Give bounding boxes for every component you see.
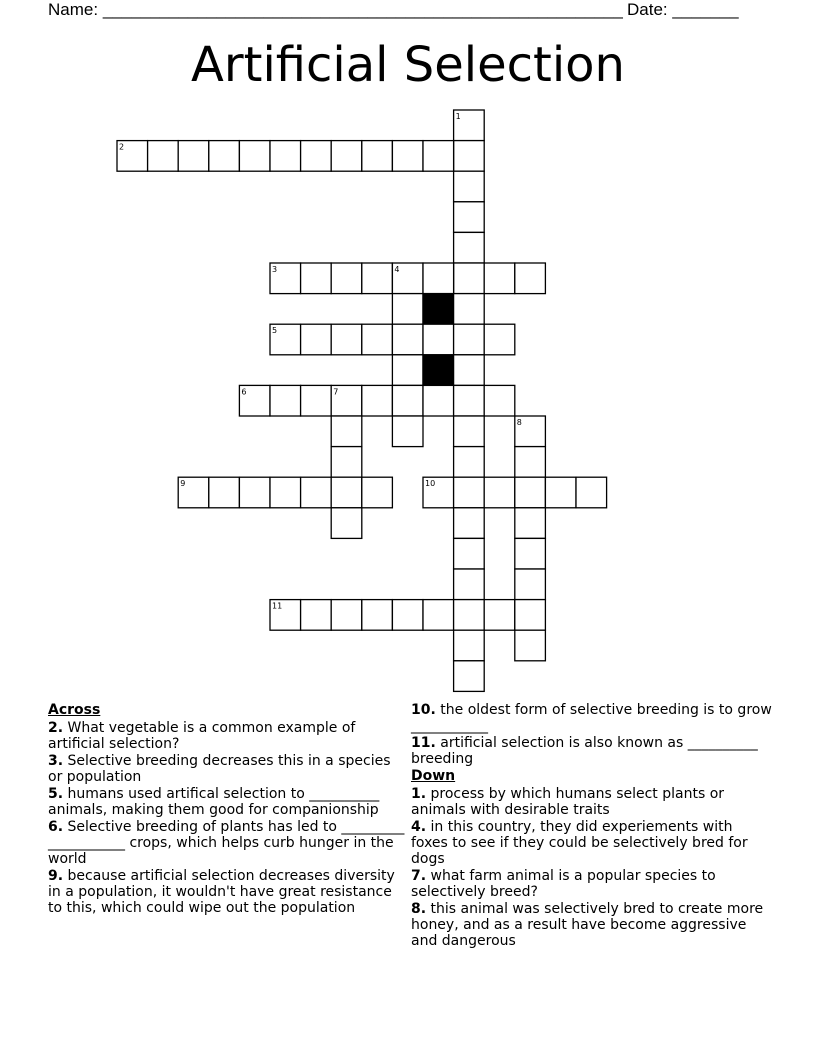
- grid-cell[interactable]: [454, 141, 485, 172]
- grid-cell[interactable]: [515, 263, 546, 294]
- page-title: Artificial Selection: [191, 37, 625, 93]
- grid-cell[interactable]: [454, 416, 485, 447]
- clues-right-column: [411, 702, 773, 950]
- grid-cell[interactable]: [454, 202, 485, 233]
- grid-cell[interactable]: [454, 171, 485, 202]
- date-line[interactable]: _______: [672, 0, 739, 19]
- grid-cell[interactable]: [239, 477, 270, 508]
- date-label: Date:: [627, 0, 668, 19]
- grid-cell[interactable]: [148, 141, 179, 172]
- grid-cell[interactable]: [301, 385, 332, 416]
- grid-cell[interactable]: [270, 385, 301, 416]
- grid-block: [423, 355, 454, 386]
- grid-cell[interactable]: [392, 385, 423, 416]
- cell-number: 8: [516, 418, 522, 427]
- grid-cell[interactable]: [392, 141, 423, 172]
- grid-cell[interactable]: [362, 324, 393, 355]
- grid-cell[interactable]: [301, 477, 332, 508]
- grid-cell[interactable]: [362, 141, 393, 172]
- grid-cell[interactable]: [331, 141, 362, 172]
- cell-number: 10: [425, 479, 436, 489]
- grid-cell[interactable]: [454, 447, 485, 478]
- clue-number: 4.: [411, 819, 427, 835]
- grid-cell[interactable]: [515, 447, 546, 478]
- grid-cell[interactable]: [270, 477, 301, 508]
- grid-cell[interactable]: [301, 263, 332, 294]
- clue: [48, 720, 406, 752]
- grid-cell[interactable]: [454, 538, 485, 569]
- clue-text: Selective breeding decreases this in a species or population: [48, 753, 391, 785]
- clue: [411, 868, 773, 900]
- grid-cell[interactable]: [270, 141, 301, 172]
- grid-cell[interactable]: [454, 324, 485, 355]
- grid-cell[interactable]: [362, 263, 393, 294]
- cell-number: 11: [272, 601, 283, 611]
- grid-cell[interactable]: [331, 416, 362, 447]
- grid-cell[interactable]: [392, 416, 423, 447]
- grid-cell[interactable]: [209, 141, 240, 172]
- clue-number: 9.: [48, 868, 64, 884]
- grid-cell[interactable]: [423, 324, 454, 355]
- clue-number: 8.: [411, 901, 427, 917]
- grid-cell[interactable]: [484, 324, 515, 355]
- clue: [411, 702, 773, 734]
- grid-cell[interactable]: [454, 294, 485, 325]
- grid-cell[interactable]: [515, 569, 546, 600]
- grid-cell[interactable]: [515, 538, 546, 569]
- grid-cell[interactable]: [178, 141, 209, 172]
- clue-text: this animal was selectively bred to create more honey, and as a result have become aggressive and dangerous: [411, 901, 764, 949]
- grid-cell[interactable]: [545, 477, 576, 508]
- grid-cell[interactable]: [454, 630, 485, 661]
- clue: [48, 868, 406, 916]
- clue-text: because artificial selection decreases diversity in a population, it wouldn't have great resistance to this, which could wipe out the population: [48, 868, 395, 916]
- grid-cell[interactable]: [576, 477, 607, 508]
- grid-cell[interactable]: [301, 324, 332, 355]
- grid-cell[interactable]: [331, 508, 362, 539]
- clue-text: in this country, they did experiements with foxes to see if they could be selectively bred for dogs: [411, 819, 748, 867]
- grid-cell[interactable]: [362, 385, 393, 416]
- clue-number: 5.: [48, 786, 64, 802]
- cell-number: 1: [455, 112, 461, 121]
- cell-number: 9: [180, 479, 186, 489]
- cell-number: 3: [272, 265, 278, 274]
- grid-cell[interactable]: [484, 263, 515, 294]
- clue-text: what farm animal is a popular species to selectively breed?: [411, 868, 716, 900]
- clue: [48, 819, 406, 867]
- grid-cell[interactable]: [331, 600, 362, 631]
- grid-cell[interactable]: [392, 324, 423, 355]
- grid-cell[interactable]: [392, 294, 423, 325]
- grid-cell[interactable]: [331, 477, 362, 508]
- across-heading: Across: [48, 702, 101, 718]
- grid-cell[interactable]: [515, 477, 546, 508]
- cell-number: 5: [272, 326, 278, 336]
- clue: [411, 786, 773, 818]
- grid-cell[interactable]: [515, 600, 546, 631]
- grid-cell[interactable]: [484, 477, 515, 508]
- clue-text: artificial selection is also known as __________ breeding: [411, 735, 758, 767]
- down-heading: Down: [411, 768, 456, 784]
- grid-cell[interactable]: [362, 600, 393, 631]
- clue-number: 7.: [411, 868, 427, 884]
- grid-cell[interactable]: [239, 141, 270, 172]
- grid-cell[interactable]: [515, 508, 546, 539]
- grid-cell[interactable]: [331, 324, 362, 355]
- grid-cell[interactable]: [209, 477, 240, 508]
- grid-cell[interactable]: [484, 600, 515, 631]
- clue: [411, 901, 773, 949]
- clue-number: 10.: [411, 702, 436, 718]
- clue-number: 1.: [411, 786, 427, 802]
- grid-cell[interactable]: [515, 630, 546, 661]
- clue-text: What vegetable is a common example of artificial selection?: [48, 720, 356, 752]
- grid-cell[interactable]: [331, 263, 362, 294]
- clue: [48, 753, 406, 785]
- cell-number: 4: [394, 265, 400, 274]
- cell-number: 6: [241, 387, 247, 397]
- grid-cell[interactable]: [454, 263, 485, 294]
- clue-number: 2.: [48, 720, 64, 736]
- clue-text: process by which humans select plants or animals with desirable traits: [411, 786, 725, 818]
- grid-cell[interactable]: [301, 141, 332, 172]
- grid-cell[interactable]: [454, 600, 485, 631]
- grid-cell[interactable]: [454, 477, 485, 508]
- grid-cell[interactable]: [301, 600, 332, 631]
- grid-cell[interactable]: [454, 661, 485, 692]
- name-label: Name:: [48, 0, 99, 19]
- clue-text: humans used artifical selection to __________ animals, making them good for companionship: [48, 786, 380, 818]
- cell-number: 2: [119, 142, 125, 152]
- clue: [411, 735, 773, 767]
- grid-cell[interactable]: [454, 355, 485, 386]
- clue-text: Selective breeding of plants has led to _________ ___________ crops, which helps curb hunger in the world: [48, 819, 405, 867]
- grid-cell[interactable]: [423, 385, 454, 416]
- clue: [411, 819, 773, 867]
- grid-cell[interactable]: [454, 569, 485, 600]
- name-line[interactable]: _______________________________________________________: [102, 0, 623, 19]
- clue-number: 11.: [411, 735, 436, 751]
- grid-cell[interactable]: [484, 385, 515, 416]
- across-clues: [48, 702, 406, 917]
- grid-cell[interactable]: [454, 385, 485, 416]
- clue: [48, 786, 406, 818]
- cell-number: 7: [333, 387, 339, 397]
- grid-cell[interactable]: [423, 263, 454, 294]
- clue-text: the oldest form of selective breeding is to grow ___________: [411, 702, 772, 734]
- grid-block: [423, 294, 454, 325]
- grid-cell[interactable]: [423, 600, 454, 631]
- clue-number: 3.: [48, 753, 64, 769]
- grid-cell[interactable]: [392, 355, 423, 386]
- grid-cell[interactable]: [331, 447, 362, 478]
- grid-cell[interactable]: [454, 232, 485, 263]
- clue-number: 6.: [48, 819, 64, 835]
- grid-cell[interactable]: [392, 600, 423, 631]
- grid-cell[interactable]: [362, 477, 393, 508]
- grid-cell[interactable]: [454, 508, 485, 539]
- grid-cell[interactable]: [423, 141, 454, 172]
